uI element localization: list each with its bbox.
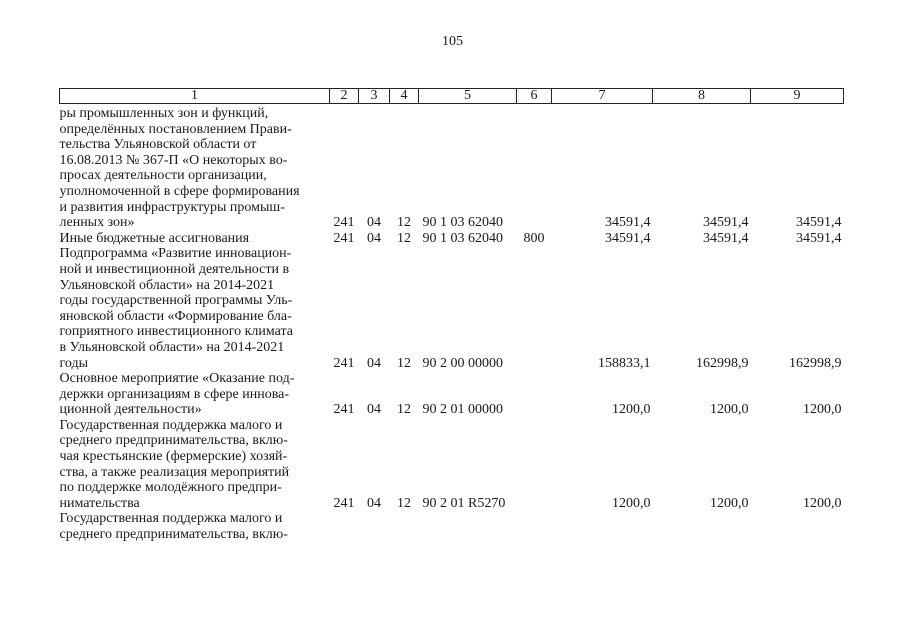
row-name-line: яновской области «Формирование бла- [59,308,292,324]
target-article-cell: 90 1 03 62040 [422,215,503,231]
ministry-code-cell: 241 [333,495,355,511]
row-name-line: ционной деятельности» [59,402,202,418]
row-name-line: ства, а также реализация мероприятий [59,464,290,480]
row-name-cell [60,231,330,247]
expense-type-cell [517,511,552,542]
amount-cell [751,511,844,542]
section-code-cell: 04 [367,230,381,246]
row-name-line: Иные бюджетные ассигнования [59,230,250,246]
table-row [60,371,844,418]
target-article-cell: 90 2 00 00000 [422,355,503,371]
target-article-cell: 90 2 01 00000 [422,402,503,418]
column-header: 5 [419,89,517,104]
column-header: 2 [330,89,359,104]
section-code-cell: 04 [367,215,381,231]
subsection-code-cell: 12 [397,215,411,231]
row-name-line: 16.08.2013 № 367-П «О некоторых во- [59,152,288,168]
row-name-line: среднего предпринимательства, вклю- [59,433,288,449]
row-name-line: тельства Ульяновской области от [59,137,257,153]
amount-cell: 162998,9 [789,355,842,371]
row-name-line: ленных зон» [59,215,135,231]
row-name-line: просах деятельности организации, [59,168,267,184]
subsection-code-cell: 12 [397,230,411,246]
column-header: 6 [517,89,552,104]
table-row [60,418,844,512]
expense-type-cell [517,418,552,512]
column-header: 3 [359,89,390,104]
subsection-code-cell [390,511,419,542]
row-name-cell [60,418,330,512]
amount-cell: 34591,4 [605,215,651,231]
budget-table [59,88,843,543]
amount-cell: 34591,4 [796,230,842,246]
subsection-code-cell: 12 [397,495,411,511]
subsection-code-cell: 12 [397,402,411,418]
amount-cell: 1200,0 [612,495,651,511]
section-code-cell: 04 [367,402,381,418]
expense-type-cell: 800 [523,230,545,246]
row-name-line: годы [59,355,89,371]
section-code-cell: 04 [367,355,381,371]
amount-cell: 1200,0 [803,495,842,511]
row-name-line: гоприятного инвестиционного климата [59,324,293,340]
row-name-line: в Ульяновской области» на 2014-2021 [59,339,285,355]
section-code-cell: 04 [367,495,381,511]
ministry-code-cell: 241 [333,355,355,371]
amount-cell: 1200,0 [710,495,749,511]
column-header: 4 [390,89,419,104]
row-name-line: ры промышленных зон и функций, [59,106,269,121]
row-name-line: среднего предпринимательства, вклю- [59,527,288,543]
row-name-line: годы государственной программы Уль- [59,293,293,309]
amount-cell: 1200,0 [710,402,749,418]
amount-cell: 34591,4 [703,215,749,231]
amount-cell [653,511,751,542]
ministry-code-cell: 241 [333,215,355,231]
target-article-cell: 90 1 03 62040 [422,230,503,246]
column-header: 7 [552,89,653,104]
row-name-line: Государственная поддержка малого и [59,511,283,527]
amount-cell: 34591,4 [796,215,842,231]
row-name-cell [60,104,330,231]
column-header: 9 [751,89,844,104]
target-article-cell [419,511,517,542]
row-name-line: определённых постановлением Прави- [59,121,292,137]
amount-cell: 34591,4 [703,230,749,246]
row-name-line: ной и инвестиционной деятельности в [59,261,290,277]
row-name-line: нимательства [59,495,140,511]
target-article-cell: 90 2 01 R5270 [422,495,506,511]
row-name-line: уполномоченной в сфере формирования [59,183,300,199]
row-name-line: Государственная поддержка малого и [59,417,283,433]
row-name-line: Ульяновской области» на 2014-2021 [59,277,275,293]
row-name-cell [60,246,330,371]
table-row [60,104,844,231]
page-number: 105 [442,34,463,49]
ministry-code-cell: 241 [333,402,355,418]
subsection-code-cell: 12 [397,355,411,371]
column-header: 1 [60,89,330,104]
ministry-code-cell: 241 [333,230,355,246]
column-header: 8 [653,89,751,104]
row-name-line: чая крестьянские (фермерские) хозяй- [59,449,288,465]
amount-cell: 158833,1 [598,355,651,371]
row-name-cell [60,371,330,418]
row-name-line: по поддержке молодёжного предпри- [59,480,282,496]
row-name-line: Подпрограмма «Развитие инновацион- [59,246,292,262]
expense-type-cell [517,246,552,371]
row-name-cell [60,511,330,542]
table-row [60,231,844,247]
amount-cell: 1200,0 [612,402,651,418]
ministry-code-cell [330,511,359,542]
table-row [60,246,844,371]
amount-cell [552,511,653,542]
row-name-line: и развития инфраструктуры промыш- [59,199,285,215]
expense-type-cell [517,371,552,418]
section-code-cell [359,511,390,542]
row-name-line: держки организациям в сфере иннова- [59,386,290,402]
expense-type-cell [517,104,552,231]
amount-cell: 34591,4 [605,230,651,246]
column-number-header [60,89,844,104]
amount-cell: 1200,0 [803,402,842,418]
amount-cell: 162998,9 [696,355,749,371]
table-row [60,511,844,542]
row-name-line: Основное мероприятие «Оказание под- [59,371,295,387]
